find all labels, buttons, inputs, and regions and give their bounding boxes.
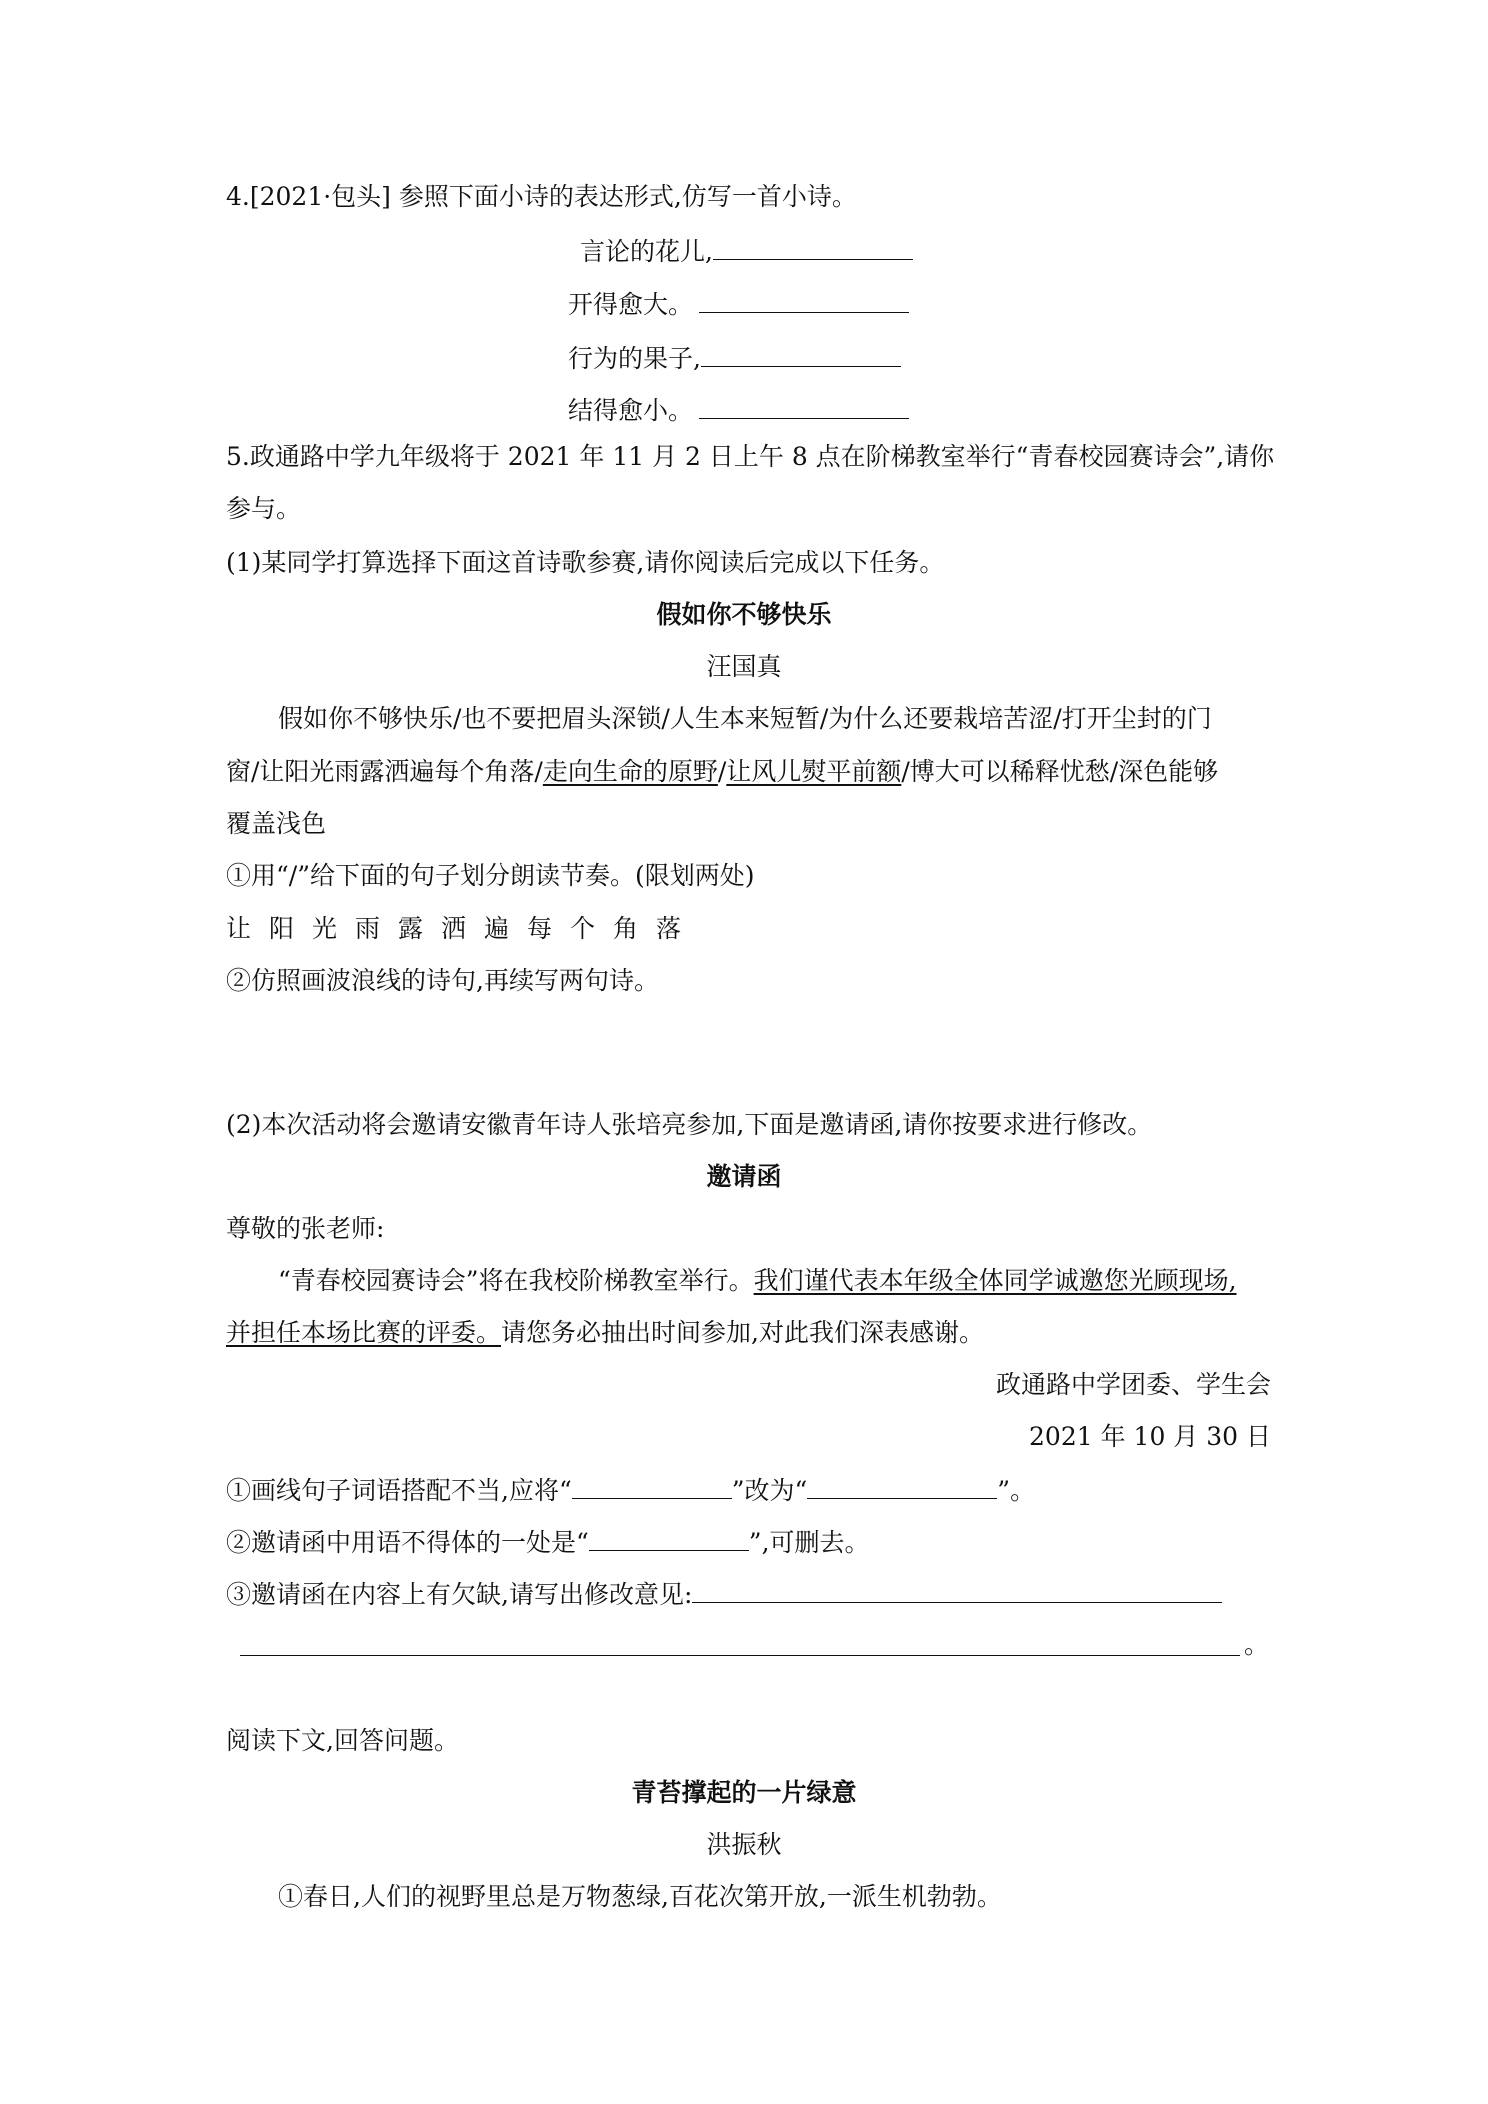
poem-title: 假如你不够快乐 — [656, 600, 832, 629]
q5-part1-prompt: (1)某同学打算选择下面这首诗歌参赛,请你阅读后完成以下任务。 — [226, 548, 945, 577]
letter-signature: 政通路中学团委、学生会 — [995, 1370, 1271, 1399]
answer-blank-7[interactable] — [589, 1524, 749, 1551]
poem-line-2: 开得愈大。 — [568, 286, 909, 322]
reading-prompt: 阅读下文,回答问题。 — [226, 1726, 459, 1755]
poem-line-3: 行为的果子, — [568, 340, 901, 376]
wavy-line-2: 让风儿熨平前额 — [726, 757, 902, 786]
answer-blank-4[interactable] — [699, 392, 909, 419]
poem-author: 汪国真 — [706, 652, 782, 681]
letter-date: 2021 年 10 月 30 日 — [1029, 1422, 1271, 1451]
answer-blank-2[interactable] — [699, 286, 909, 313]
underlined-sentence-2: 并担任本场比赛的评委。 — [226, 1318, 502, 1347]
poem-line-1: 言论的花儿, — [580, 233, 913, 269]
letter-body-line1: “青春校园赛诗会”将在我校阶梯教室举行。我们谨代表本年级全体同学诚邀您光顾现场, — [278, 1266, 1237, 1295]
article-author: 洪振秋 — [706, 1830, 782, 1859]
q5-part2-prompt: (2)本次活动将会邀请安徽青年诗人张培亮参加,下面是邀请函,请你按要求进行修改。 — [226, 1110, 1153, 1139]
poem-text-line3: 覆盖浅色 — [226, 809, 327, 838]
q5-intro-line2: 参与。 — [226, 494, 302, 523]
sub-question-3-end: 。 — [1244, 1630, 1270, 1659]
letter-salutation: 尊敬的张老师: — [226, 1214, 385, 1243]
poem-text-line1: 假如你不够快乐/也不要把眉头深锁/人生本来短暂/为什么还要栽培苦涩/打开尘封的门 — [278, 704, 1212, 733]
answer-blank-1[interactable] — [713, 233, 913, 260]
answer-blank-5[interactable] — [572, 1472, 732, 1499]
sub-question-3: ③邀请函在内容上有欠缺,请写出修改意见: — [226, 1576, 1222, 1612]
answer-blank-9[interactable] — [240, 1655, 1240, 1656]
sub-question-2: ②邀请函中用语不得体的一处是“ ”,可删去。 — [226, 1524, 870, 1560]
article-paragraph-1: ①春日,人们的视野里总是万物葱绿,百花次第开放,一派生机勃勃。 — [278, 1882, 1002, 1911]
task1-prompt: ①用“/”给下面的句子划分朗读节奏。(限划两处) — [226, 861, 755, 890]
answer-blank-6[interactable] — [807, 1472, 997, 1499]
answer-blank-8[interactable] — [692, 1576, 1222, 1603]
wavy-line-1: 走向生命的原野 — [542, 757, 718, 786]
poem-text-line2: 窗/让阳光雨露洒遍每个角落/走向生命的原野/让风儿熨平前额/博大可以稀释忧愁/深色能够 — [226, 757, 1219, 786]
poem-line-4: 结得愈小。 — [568, 392, 909, 428]
article-title: 青苔撑起的一片绿意 — [631, 1778, 857, 1807]
q4-prompt: 4.[2021·包头] 参照下面小诗的表达形式,仿写一首小诗。 — [226, 182, 857, 211]
letter-title: 邀请函 — [706, 1162, 782, 1191]
sub-question-1: ①画线句子词语搭配不当,应将“ ”改为“ ”。 — [226, 1472, 1035, 1508]
answer-blank-3[interactable] — [701, 340, 901, 367]
task2-prompt: ②仿照画波浪线的诗句,再续写两句诗。 — [226, 966, 659, 995]
q5-intro-line1: 5.政通路中学九年级将于 2021 年 11 月 2 日上午 8 点在阶梯教室举行“青春校园赛诗会”,请你 — [226, 442, 1275, 471]
task1-sentence: 让阳光雨露洒遍每个角落 — [226, 914, 700, 943]
underlined-sentence-1: 我们谨代表本年级全体同学诚邀您光顾现场, — [753, 1266, 1237, 1295]
letter-body-line2: 并担任本场比赛的评委。请您务必抽出时间参加,对此我们深表感谢。 — [226, 1318, 984, 1347]
